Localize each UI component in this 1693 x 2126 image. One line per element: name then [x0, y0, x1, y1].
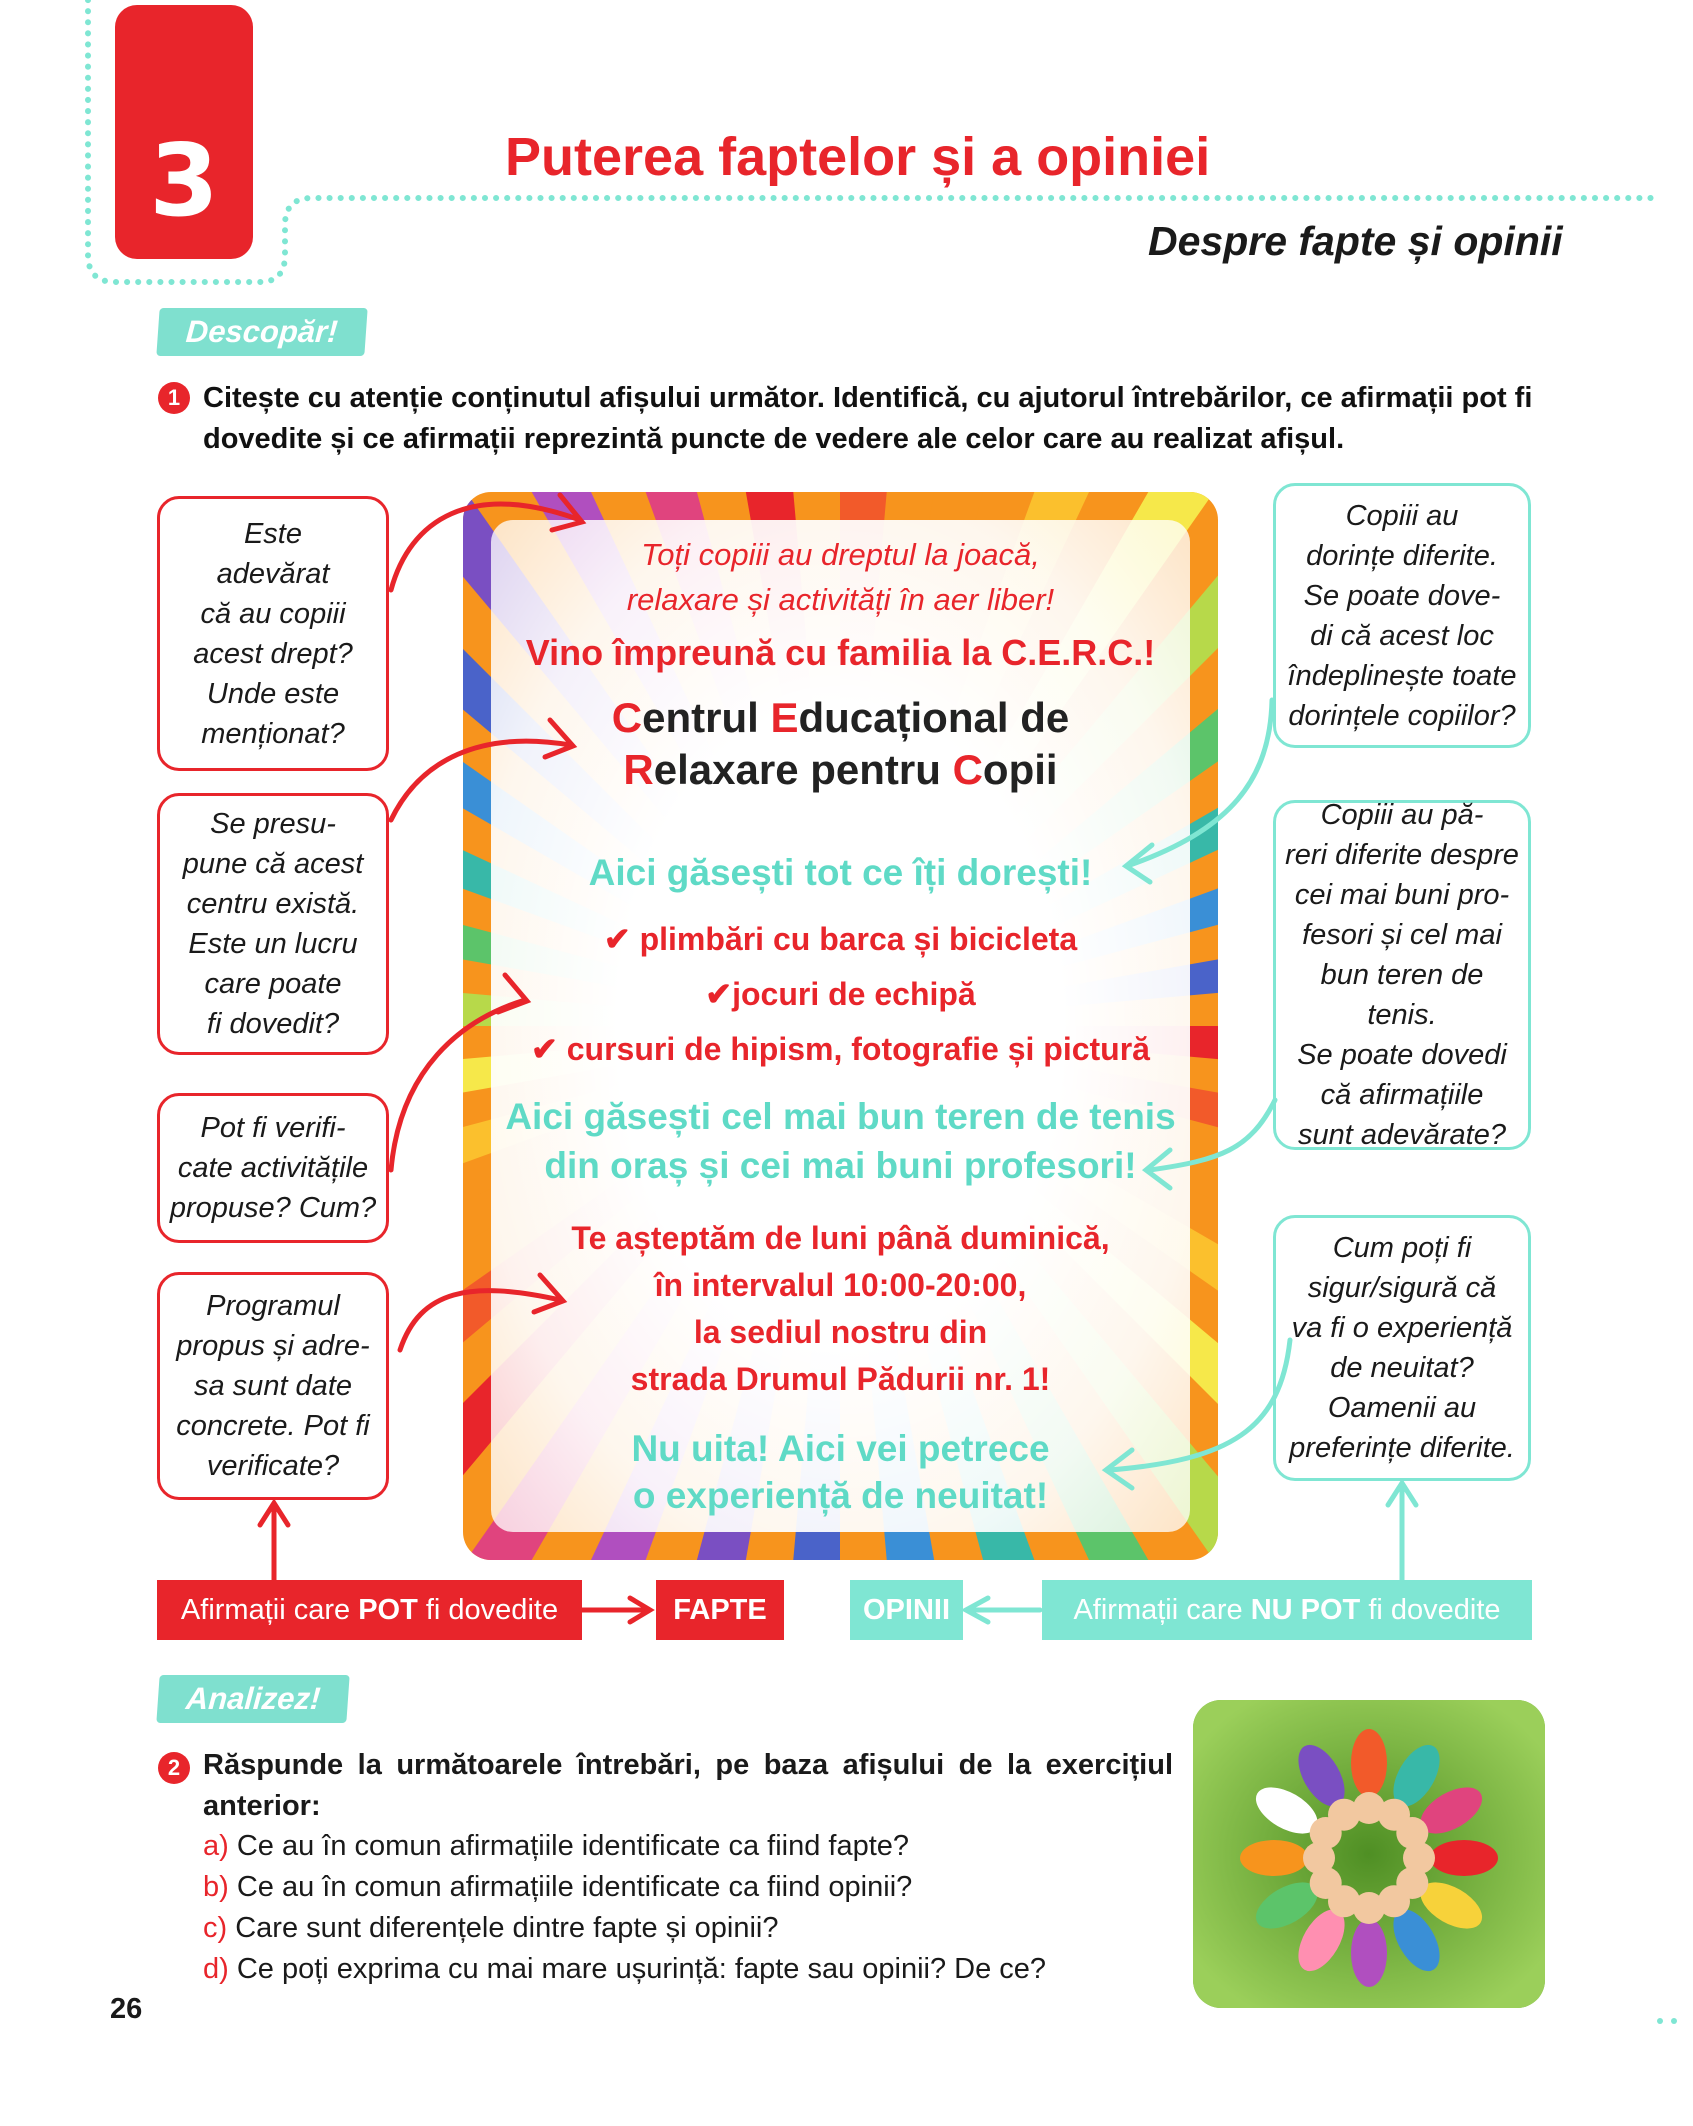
name-part: entrul: [642, 694, 771, 741]
question-line: cei mai buni pro-: [1294, 879, 1510, 911]
question-line: dorințele copiilor?: [1288, 699, 1516, 732]
check-icon: ✔: [531, 1031, 558, 1067]
photo-illustration: [1193, 1700, 1545, 2008]
question-line: că afirmațiile: [1320, 1079, 1484, 1111]
question-line: dorințe diferite.: [1306, 539, 1498, 572]
arrow-left-3: [391, 1000, 525, 1170]
check-icon: ✔: [705, 976, 733, 1012]
question-line: Cum poți fi: [1332, 1232, 1472, 1264]
question-line: Unde este: [206, 677, 340, 710]
page-number: 26: [110, 1993, 143, 2025]
initial-letter: E: [770, 694, 799, 741]
question-line: Programul: [206, 1290, 340, 1322]
label-provable-statements: [157, 1580, 582, 1640]
question-line: Pot fi verifi-: [200, 1112, 346, 1144]
activity-label: cursuri de hipism, fotografie și pictură: [566, 1031, 1150, 1067]
question-line: Copiii au pă-: [1320, 799, 1484, 831]
exercise-number-badge: 1: [158, 382, 190, 414]
schedule-line: Te așteptăm de luni până duminică,: [571, 1220, 1110, 1256]
section-tag-descopar: Descopăr!: [156, 308, 367, 356]
initial-letter: C: [611, 694, 643, 741]
question-line: că au copiii: [200, 597, 346, 630]
question-line: Copiii au: [1345, 499, 1459, 532]
question-line: Se presu-: [210, 808, 336, 840]
activity-label: plimbări cu barca și bicicleta: [639, 921, 1078, 957]
poster-closing-line: o experiență de neuitat!: [632, 1475, 1049, 1516]
question-line: Se poate dove-: [1303, 579, 1501, 612]
arrow-right-1: [1130, 700, 1272, 865]
dots-decoration: [1655, 2015, 1685, 2027]
question-item: [203, 1912, 779, 1945]
child-figure: [1430, 1840, 1498, 1876]
question-line: verificate?: [206, 1450, 340, 1482]
schedule-line: la sediul nostru din: [693, 1314, 988, 1350]
question-line: sigur/sigură că: [1307, 1272, 1497, 1304]
question-line: propuse? Cum?: [169, 1192, 377, 1224]
question-line: Este un lucru: [188, 928, 358, 960]
question-line: Se poate dovedi: [1297, 1039, 1507, 1071]
arrow-right-2: [1150, 1100, 1275, 1170]
question-line: preferințe diferite.: [1289, 1432, 1515, 1464]
child-figure: [1351, 1729, 1387, 1797]
question-item: [203, 1830, 909, 1863]
question-line: adevărat: [216, 557, 330, 590]
question-line: fesori și cel mai: [1302, 919, 1502, 951]
arrow-right-3: [1110, 1340, 1290, 1470]
question-letter: b): [203, 1871, 229, 1903]
arrow-left-4: [400, 1291, 560, 1350]
question-line: menționat?: [201, 717, 345, 750]
question-line: îndeplinește toate: [1287, 659, 1517, 692]
label-emphasis: POT: [358, 1593, 418, 1626]
label-text: Afirmații care: [1073, 1593, 1251, 1626]
question-line: bun teren de tenis.: [1320, 959, 1484, 1031]
label-emphasis: NU POT: [1250, 1593, 1361, 1626]
question-text: Ce poți exprima cu mai mare ușurință: fapte sau opinii? De ce?: [236, 1953, 1047, 1985]
initial-letter: R: [623, 746, 654, 793]
label-text: Afirmații care: [180, 1593, 359, 1626]
question-line: Este: [243, 517, 302, 550]
arrowhead-icon: [545, 720, 573, 757]
schedule-line: strada Drumul Pădurii nr. 1!: [630, 1361, 1051, 1397]
poster-tennis-line: Aici găsești cel mai bun teren de tenis: [505, 1096, 1176, 1137]
question-line: centru există.: [186, 888, 360, 920]
name-part: opii: [982, 746, 1058, 793]
question-line: propus și adre-: [176, 1330, 370, 1362]
poster-tennis-line: din oraș și cei mai buni profesori!: [544, 1145, 1137, 1186]
exercise-number-badge: 2: [158, 1752, 190, 1784]
question-line: concrete. Pot fi: [176, 1410, 370, 1442]
label-text: fi dovedite: [417, 1593, 559, 1626]
question-item: [203, 1953, 1046, 1986]
check-icon: ✔: [603, 921, 631, 957]
label-facts: FAPTE: [656, 1580, 784, 1640]
child-figure: [1240, 1840, 1308, 1876]
name-part: elaxare pentru: [653, 746, 953, 793]
label-opinions: OPINII: [850, 1580, 963, 1640]
question-line: va fi o experiență: [1291, 1312, 1513, 1344]
child-head: [1396, 1817, 1428, 1849]
question-line: cate activitățile: [177, 1152, 369, 1184]
label-text: fi dovedite: [1360, 1593, 1501, 1626]
name-part: ducațional de: [798, 694, 1070, 741]
section-tag-analizez: Analizez!: [156, 1675, 350, 1723]
question-line: pune că acest: [182, 848, 364, 880]
poster-offer-title: Aici găsești tot ce îți dorești!: [588, 852, 1093, 893]
schedule-line: în intervalul 10:00-20:00,: [654, 1267, 1027, 1303]
question-line: de neuitat?: [1330, 1352, 1474, 1384]
arrow-left-2: [391, 741, 570, 820]
page-title: Puterea faptelor și a opiniei: [505, 127, 1211, 187]
question-line: care poate: [204, 968, 342, 1000]
question-line: di că acest loc: [1310, 619, 1494, 652]
question-line: Oamenii au: [1327, 1392, 1477, 1424]
label-unprovable-statements: [1042, 1580, 1532, 1640]
poster-intro-line: Toți copiii au dreptul la joacă,: [641, 537, 1040, 572]
activity-label: jocuri de echipă: [732, 976, 976, 1012]
question-letter: d): [203, 1953, 229, 1985]
question-line: sa sunt date: [194, 1370, 352, 1402]
question-letter: a): [203, 1830, 229, 1862]
children-in-circle-photo: [1193, 1700, 1545, 2008]
exercise-instruction: Citește cu atenție conținutul afișului următor. Identifică, cu ajutorul întrebărilor, ce afirmații pot fi dovedite și ce afirmații reprezintă puncte de vedere ale celor care au realizat afișul.: [203, 382, 1533, 455]
question-line: sunt adevărate?: [1298, 1119, 1506, 1151]
poster-closing-line: Nu uita! Aici vei petrece: [631, 1428, 1050, 1469]
chapter-number-badge: 3: [115, 5, 253, 259]
question-text: Ce au în comun afirmațiile identificate ca fiind opinii?: [236, 1871, 913, 1903]
page-subtitle: Despre fapte și opinii: [1148, 218, 1563, 264]
question-line: acest drept?: [193, 637, 353, 670]
question-line: reri diferite despre: [1285, 839, 1519, 871]
question-text: Care sunt diferențele dintre fapte și opinii?: [235, 1912, 779, 1944]
poster-invite: Vino împreună cu familia la C.E.R.C.!: [525, 632, 1156, 673]
exercise-instruction: Răspunde la următoarele întrebări, pe baza afișului de la exercițiul anterior:: [203, 1749, 1173, 1822]
child-figure: [1351, 1919, 1387, 1987]
question-letter: c): [203, 1912, 228, 1944]
arrow-left-1: [391, 504, 580, 590]
initial-letter: C: [952, 746, 983, 793]
question-line: fi dovedit?: [206, 1008, 340, 1040]
question-item: [203, 1871, 912, 1904]
poster-intro-line: relaxare și activități în aer liber!: [626, 582, 1055, 617]
question-text: Ce au în comun afirmațiile identificate ca fiind fapte?: [236, 1830, 910, 1862]
